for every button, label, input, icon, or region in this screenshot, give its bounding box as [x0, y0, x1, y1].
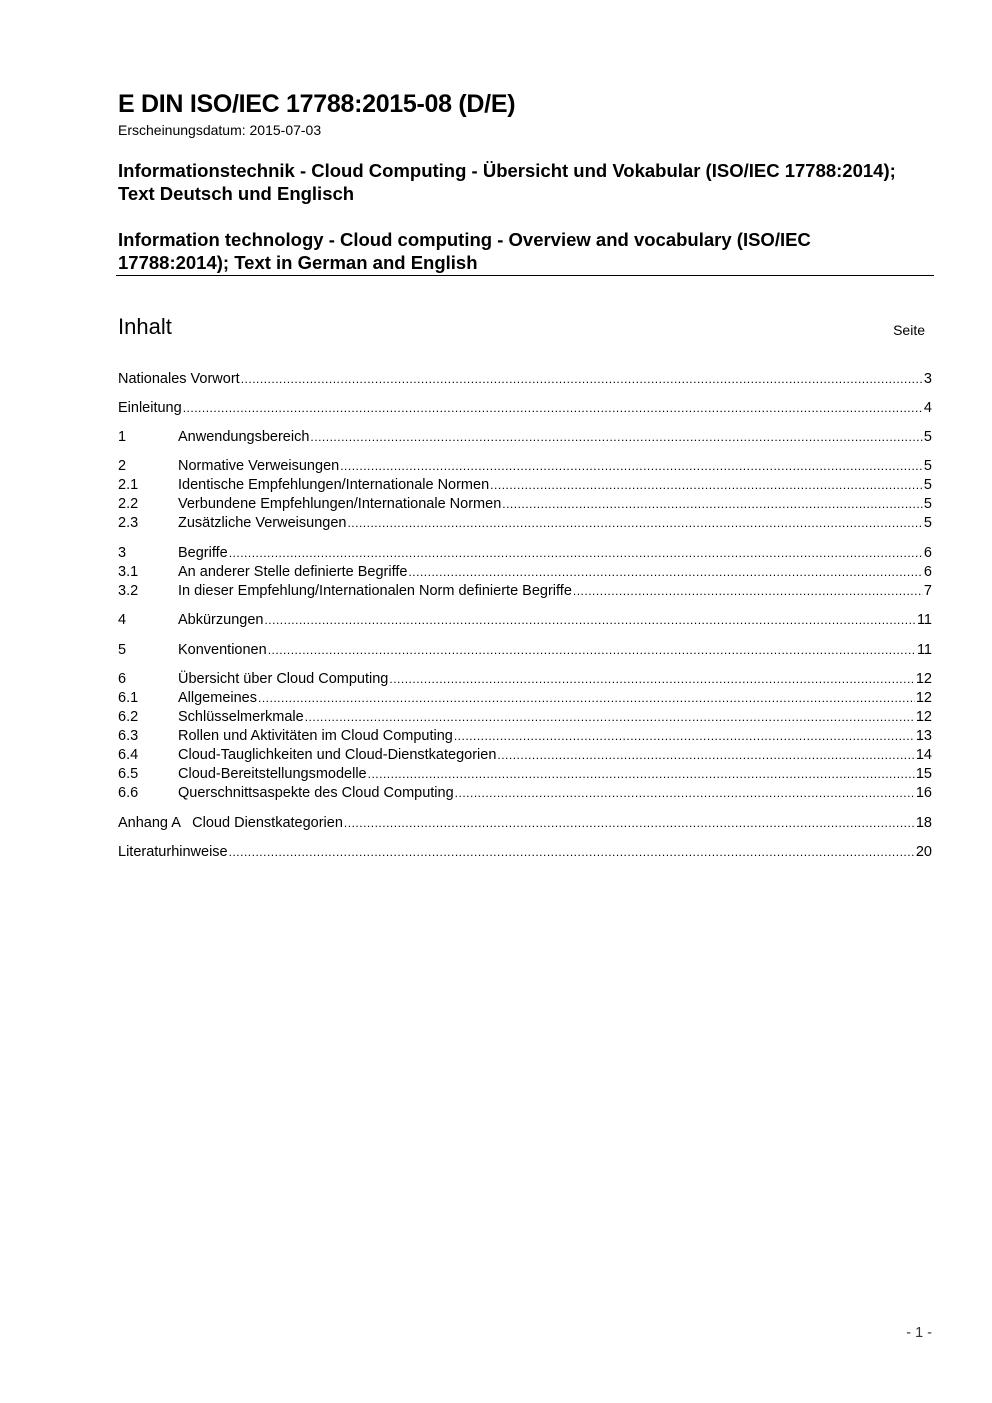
toc-entry-6-5[interactable]	[118, 765, 932, 784]
toc-entry-number: 4	[118, 612, 127, 628]
toc-dot-leader	[368, 765, 915, 784]
toc-entry-6-2[interactable]	[118, 708, 932, 727]
toc-entry-5[interactable]	[118, 641, 932, 660]
toc-entry-title: Cloud-Bereitstellungsmodelle	[178, 766, 367, 782]
toc-entry-title: Begriffe	[178, 545, 228, 561]
toc-entry-number: 2.3	[118, 515, 139, 531]
toc-entry-nationales-vorwort[interactable]	[118, 370, 932, 389]
toc-entry-page: 7	[923, 583, 932, 599]
toc-entry-6-3[interactable]	[118, 727, 932, 746]
toc-entry-page: 5	[923, 458, 932, 474]
toc-entry-2-1[interactable]	[118, 476, 932, 495]
toc-heading: Inhalt	[118, 314, 172, 339]
toc-entry-number: 6	[118, 671, 127, 687]
toc-entry-number: 6.4	[118, 747, 139, 763]
toc-entry-title: An anderer Stelle definierte Begriffe	[178, 564, 408, 580]
toc-entry-page: 5	[923, 477, 932, 493]
page-number: - 1 -	[906, 1325, 932, 1341]
document-number: E DIN ISO/IEC 17788:2015-08 (D/E)	[118, 90, 516, 118]
toc-dot-leader	[258, 689, 915, 708]
toc-dot-leader	[229, 544, 923, 563]
toc-entry-number: 2.2	[118, 496, 139, 512]
toc-dot-leader	[389, 670, 915, 689]
toc-entry-title: Einleitung	[118, 400, 182, 416]
toc-entry-number: 6.6	[118, 785, 139, 801]
toc-entry-einleitung[interactable]	[118, 399, 932, 418]
toc-entry-title: Abkürzungen	[178, 612, 264, 628]
toc-dot-leader	[229, 843, 915, 862]
toc-entry-number: 1	[118, 429, 127, 445]
toc-entry-title: Cloud-Tauglichkeiten und Cloud-Dienstkategorien	[178, 747, 497, 763]
toc-entry-title: Anwendungsbereich	[178, 429, 310, 445]
toc-entry-number: 2	[118, 458, 127, 474]
toc-dot-leader	[454, 727, 915, 746]
toc-entry-page: 3	[923, 371, 932, 387]
toc-entry-page: 12	[915, 690, 932, 706]
toc-entry-page: 6	[923, 564, 932, 580]
toc-dot-leader	[183, 399, 923, 418]
toc-entry-3[interactable]	[118, 544, 932, 563]
toc-entry-page: 16	[915, 785, 932, 801]
toc-entry-page: 15	[915, 766, 932, 782]
toc-entry-number: 6.5	[118, 766, 139, 782]
toc-entry-page: 5	[923, 429, 932, 445]
toc-dot-leader	[344, 814, 915, 833]
toc-entry-page: 4	[923, 400, 932, 416]
toc-dot-leader	[497, 746, 914, 765]
toc-entry-title: Verbundene Empfehlungen/Internationale Normen	[178, 496, 502, 512]
toc-entry-number: 6.3	[118, 728, 139, 744]
toc-entry-6-6[interactable]	[118, 784, 932, 803]
toc-entry-title: Übersicht über Cloud Computing	[178, 671, 389, 687]
toc-entry-number: 5	[118, 642, 127, 658]
toc-dot-leader	[455, 784, 915, 803]
toc-entry-page: 12	[915, 709, 932, 725]
title-german: Informationstechnik - Cloud Computing - Übersicht und Vokabular (ISO/IEC 17788:2014); Text Deutsch und Englisch	[118, 160, 896, 204]
toc-entry-page: 5	[923, 496, 932, 512]
toc-entry-title: Allgemeines	[178, 690, 257, 706]
toc-page-column-label: Seite	[893, 322, 925, 338]
toc-dot-leader	[305, 708, 915, 727]
toc-entry-title: Rollen und Aktivitäten im Cloud Computing	[178, 728, 453, 744]
toc-entry-page: 13	[915, 728, 932, 744]
toc-entry-6-1[interactable]	[118, 689, 932, 708]
toc-entry-anhang-a[interactable]	[118, 814, 932, 833]
toc-entry-number: 3.2	[118, 583, 139, 599]
toc-entry-title: In dieser Empfehlung/Internationalen Norm definierte Begriffe	[178, 583, 572, 599]
toc-dot-leader	[340, 457, 923, 476]
toc-entry-1[interactable]	[118, 428, 932, 447]
toc-entry-page: 20	[915, 844, 932, 860]
toc-entry-title: Zusätzliche Verweisungen	[178, 515, 347, 531]
title-english: Information technology - Cloud computing - Overview and vocabulary (ISO/IEC 17788:2014); Text in German and English	[118, 229, 811, 273]
publication-date: Erscheinungsdatum: 2015-07-03	[118, 122, 322, 138]
toc-entry-6-4[interactable]	[118, 746, 932, 765]
toc-entry-2[interactable]	[118, 457, 932, 476]
toc-entry-title: Schlüsselmerkmale	[178, 709, 304, 725]
toc-entry-title: Konventionen	[178, 642, 267, 658]
toc-entry-title: Querschnittsaspekte des Cloud Computing	[178, 785, 454, 801]
toc-entry-number: 3.1	[118, 564, 139, 580]
toc-entry-page: 18	[915, 815, 932, 831]
toc-entry-number: 6.2	[118, 709, 139, 725]
toc-dot-leader	[347, 514, 922, 533]
toc-entry-page: 6	[923, 545, 932, 561]
toc-entry-page: 14	[915, 747, 932, 763]
toc-entry-number: 6.1	[118, 690, 139, 706]
toc-entry-4[interactable]	[118, 611, 932, 630]
toc-entry-title: Normative Verweisungen	[178, 458, 340, 474]
title-divider	[116, 275, 934, 276]
toc-entry-title: Identische Empfehlungen/Internationale Normen	[178, 477, 490, 493]
toc-dot-leader	[268, 641, 916, 660]
toc-entry-title: Nationales Vorwort	[118, 371, 240, 387]
toc-entry-page: 11	[916, 642, 932, 658]
toc-entry-title: Literaturhinweise	[118, 844, 228, 860]
toc-dot-leader	[490, 476, 923, 495]
toc-dot-leader	[573, 582, 923, 601]
toc-dot-leader	[264, 611, 915, 630]
toc-dot-leader	[241, 370, 923, 389]
toc-dot-leader	[310, 428, 923, 447]
toc-entry-page: 11	[916, 612, 932, 628]
toc-dot-leader	[502, 495, 923, 514]
toc-entry-3-1[interactable]	[118, 563, 932, 582]
toc-entry-title: Anhang A Cloud Dienstkategorien	[118, 815, 343, 831]
toc-entry-3-2[interactable]	[118, 582, 932, 601]
toc-entry-number: 3	[118, 545, 127, 561]
toc-entry-2-2[interactable]	[118, 495, 932, 514]
toc-entry-page: 5	[923, 515, 932, 531]
toc-entry-2-3[interactable]	[118, 514, 932, 533]
toc-dot-leader	[408, 563, 922, 582]
toc-entry-number: 2.1	[118, 477, 139, 493]
toc-entry-literaturhinweise[interactable]	[118, 843, 932, 862]
toc-entry-page: 12	[915, 671, 932, 687]
toc-entry-6[interactable]	[118, 670, 932, 689]
